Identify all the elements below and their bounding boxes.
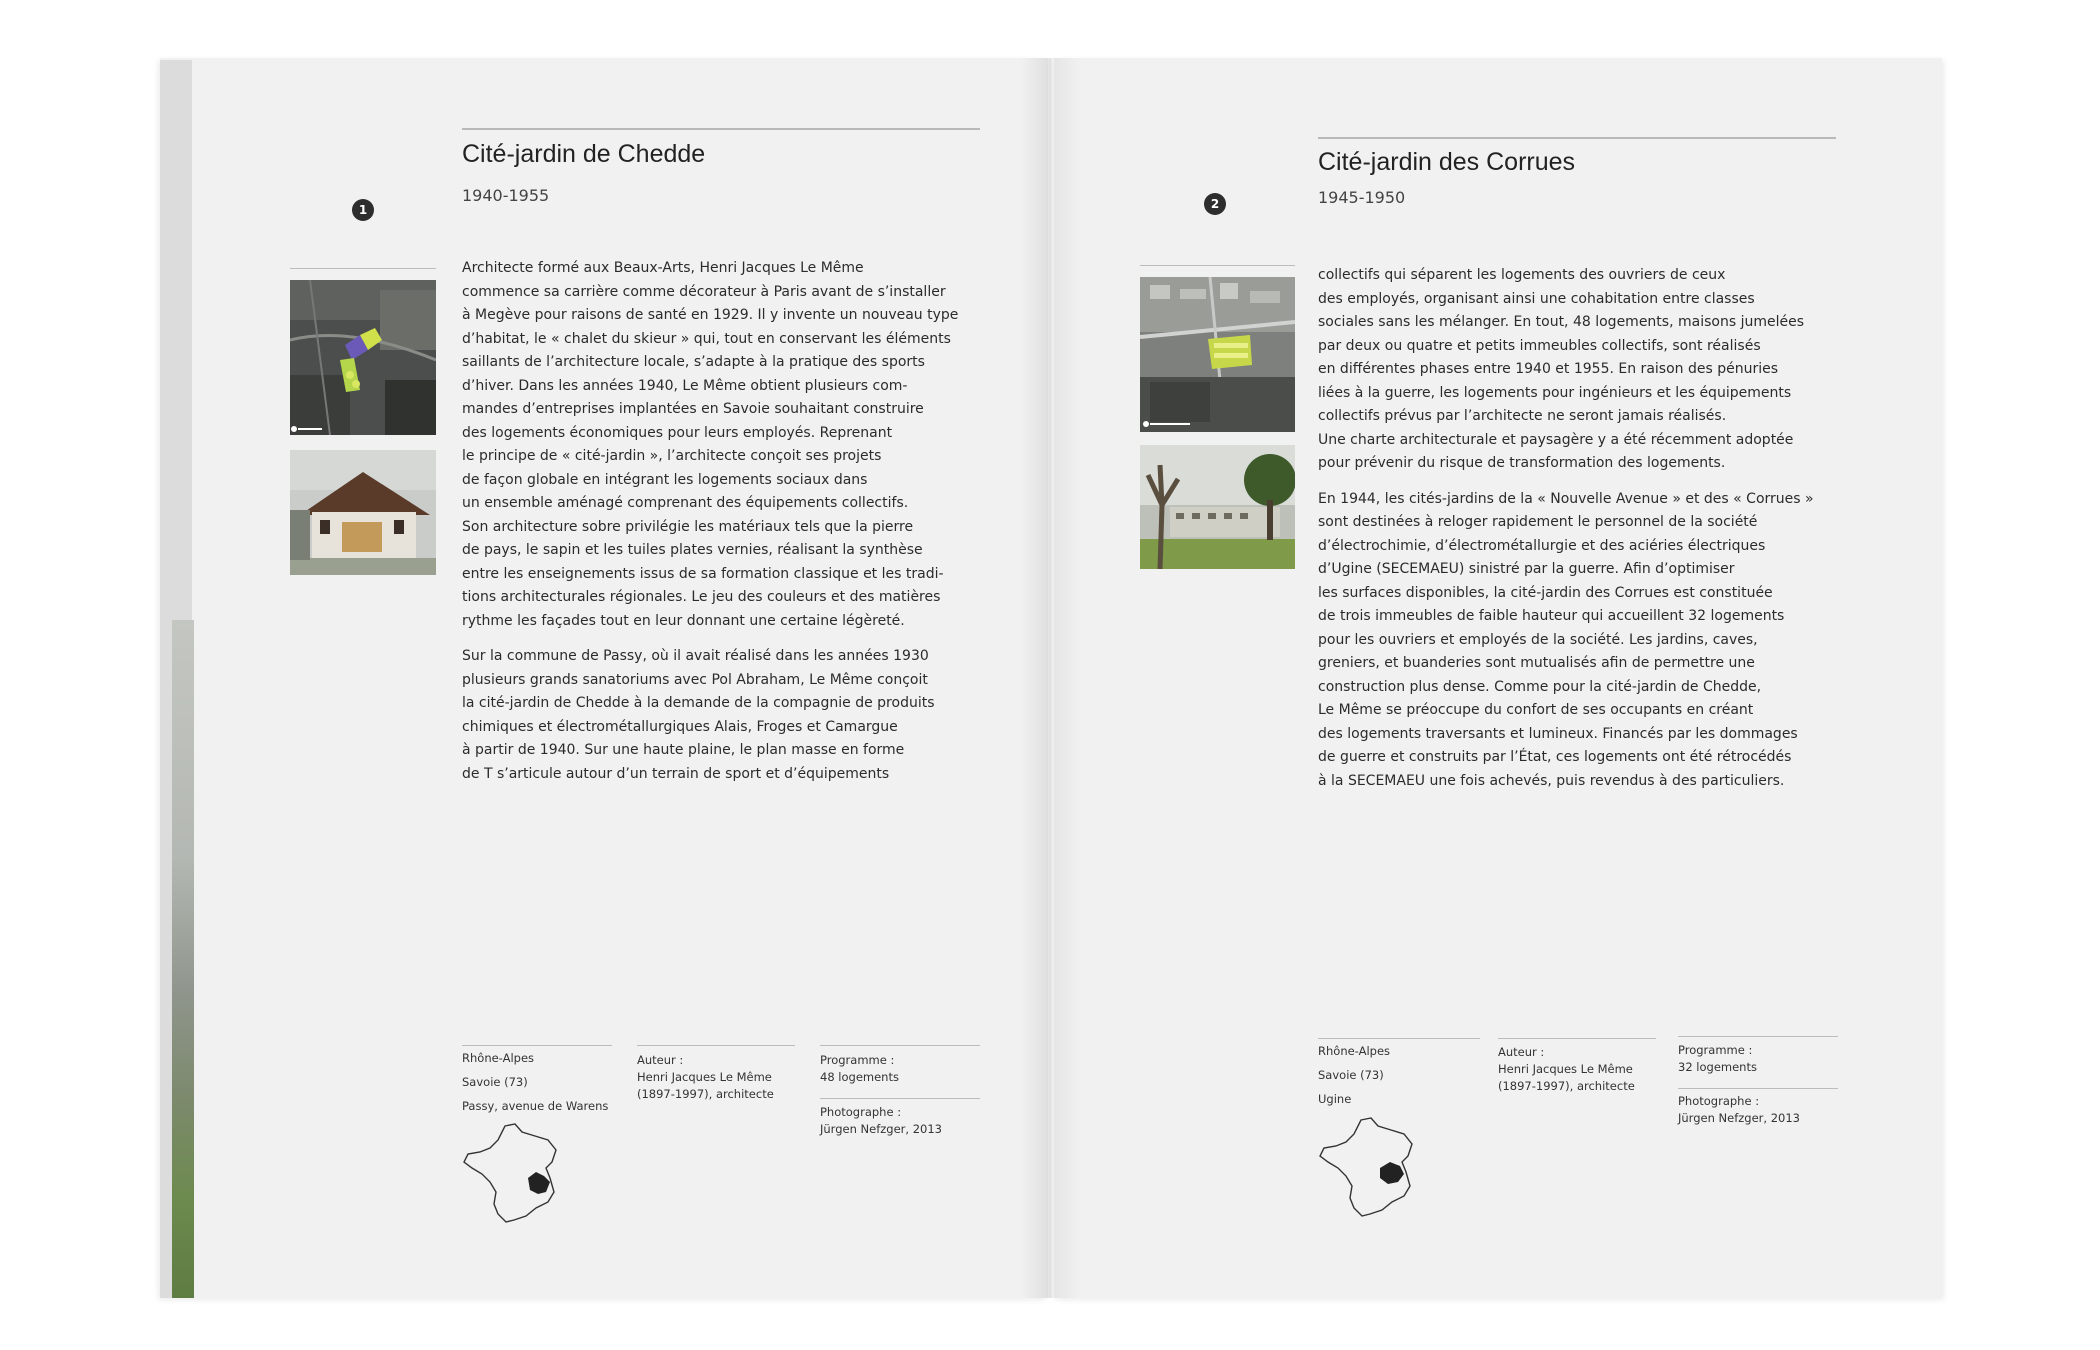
text-line: sont destinées à reloger rapidement le personnel de la société xyxy=(1318,514,1758,530)
text-line: d’habitat, le « chalet du skieur » qui, tout en conservant les éléments xyxy=(462,330,951,347)
author-name: Henri Jacques Le Même xyxy=(637,1070,772,1084)
text-line: d’électrochimie, d’électrométallurgie et des aciéries électriques xyxy=(1318,537,1766,554)
text-line: en différentes phases entre 1940 et 1955. En raison des pénuries xyxy=(1318,361,1779,377)
text-line: rythme les façades tout en leur donnant une certaine légèreté. xyxy=(462,612,905,629)
text-line: collectifs prévus par l’architecte ne seront jamais réalisés. xyxy=(1318,408,1727,424)
text-line: par deux ou quatre et petits immeubles collectifs, sont réalisés xyxy=(1318,337,1761,354)
author-label: Auteur : xyxy=(637,1053,684,1067)
text-line: Son architecture sobre privilégie les matériaux tels que la pierre xyxy=(462,518,914,535)
text-line: mandes d’entreprises implantées en Savoie souhaitant construire xyxy=(462,401,924,417)
left-body-text xyxy=(462,257,992,798)
section-title: Cité-jardin des Corrues xyxy=(1318,148,1576,176)
meta-rule xyxy=(1318,1038,1480,1039)
region: Rhône-Alpes xyxy=(1318,1044,1391,1058)
text-line: des logements économiques pour leurs employés. Reprenant xyxy=(462,424,893,441)
text-line: de façon globale en intégrant les logements sociaux dans xyxy=(462,471,868,488)
department: Savoie (73) xyxy=(462,1075,528,1089)
programme-value: 48 logements xyxy=(820,1070,899,1084)
photo-rule xyxy=(1140,265,1295,266)
text-line: Une charte architecturale et paysagère y a été récemment adoptée xyxy=(1318,431,1794,448)
france-map-icon xyxy=(460,1122,570,1227)
location-block xyxy=(1318,1043,1390,1115)
right-body-text xyxy=(1318,264,1858,805)
address: Passy, avenue de Warens xyxy=(462,1099,609,1113)
paragraph xyxy=(1318,488,1858,794)
meta-rule xyxy=(462,1045,612,1046)
text-line: plusieurs grands sanatoriums avec Pol Abraham, Le Même conçoit xyxy=(462,671,928,688)
region: Rhône-Alpes xyxy=(462,1051,535,1065)
text-line: entre les enseignements issus de sa formation classique et les tradi- xyxy=(462,565,944,582)
france-map-icon xyxy=(1316,1116,1426,1221)
text-line: commence sa carrière comme décorateur à Paris avant de s’installer xyxy=(462,283,946,300)
programme-label: Programme : xyxy=(820,1053,895,1067)
paragraph xyxy=(462,645,992,786)
aerial-photo-graphic xyxy=(290,280,436,435)
text-line: Architecte formé aux Beaux-Arts, Henri Jacques Le Même xyxy=(462,260,864,276)
meta-rule xyxy=(1678,1036,1838,1037)
text-line: chimiques et électrométallurgiques Alais, Froges et Camargue xyxy=(462,718,898,735)
aerial-photo xyxy=(1140,277,1295,432)
section-years: 1940-1955 xyxy=(462,186,550,205)
paragraph xyxy=(462,257,992,633)
programme-block xyxy=(820,1052,899,1086)
chalet-photo xyxy=(290,450,436,575)
photographer-block xyxy=(820,1104,942,1138)
meta-rule xyxy=(637,1045,795,1046)
text-line: à partir de 1940. Sur une haute plaine, le plan masse en forme xyxy=(462,742,905,758)
section-years: 1945-1950 xyxy=(1318,188,1406,207)
programme-block xyxy=(1678,1042,1757,1076)
address: Ugine xyxy=(1318,1092,1352,1106)
photographer-label: Photographe : xyxy=(1678,1094,1760,1108)
text-line: sociales sans les mélanger. En tout, 48 logements, maisons jumelées xyxy=(1318,314,1804,330)
author-dates: (1897-1997), architecte xyxy=(637,1087,774,1101)
photographer-value: Jürgen Nefzger, 2013 xyxy=(1678,1111,1800,1125)
text-line: un ensemble aménagé comprenant des équipements collectifs. xyxy=(462,495,909,511)
text-line: d’hiver. Dans les années 1940, Le Même obtient plusieurs com- xyxy=(462,377,908,394)
text-line: En 1944, les cités-jardins de la « Nouvelle Avenue » et des « Corrues » xyxy=(1318,490,1814,507)
text-line: pour les ouvriers et employés de la société. Les jardins, caves, xyxy=(1318,631,1758,648)
meta-rule xyxy=(1498,1038,1656,1039)
programme-value: 32 logements xyxy=(1678,1060,1757,1074)
text-line: greniers, et buanderies sont mutualisés afin de permettre une xyxy=(1318,655,1755,671)
text-line: le principe de « cité-jardin », l’architecte conçoit ses projets xyxy=(462,448,882,464)
text-line: de guerre et construits par l’État, ces logements ont été rétrocédés xyxy=(1318,749,1792,765)
photo-rule xyxy=(290,268,436,269)
text-line: des logements traversants et lumineux. Financés par les dommages xyxy=(1318,725,1798,742)
section-number-badge: 1 xyxy=(352,199,374,221)
programme-label: Programme : xyxy=(1678,1043,1753,1057)
text-line: liées à la guerre, les logements pour ingénieurs et les équipements xyxy=(1318,384,1792,401)
text-line: construction plus dense. Comme pour la cité-jardin de Chedde, xyxy=(1318,678,1762,695)
text-line: à la SECEMAEU une fois achevés, puis revendus à des particuliers. xyxy=(1318,772,1785,789)
building-photo xyxy=(1140,445,1295,569)
text-line: Sur la commune de Passy, où il avait réalisé dans les années 1930 xyxy=(462,648,929,664)
photographer-block xyxy=(1678,1093,1800,1127)
text-line: la cité-jardin de Chedde à la demande de la compagnie de produits xyxy=(462,695,935,711)
text-line: pour prévenir du risque de transformation des logements. xyxy=(1318,455,1726,471)
text-line: de trois immeubles de faible hauteur qui accueillent 32 logements xyxy=(1318,608,1785,624)
location-block xyxy=(462,1050,608,1122)
text-line: des employés, organisant ainsi une cohabitation entre classes xyxy=(1318,290,1755,307)
title-rule xyxy=(1318,137,1836,139)
photographer-value: Jürgen Nefzger, 2013 xyxy=(820,1122,942,1136)
paragraph xyxy=(1318,264,1858,476)
building-photo-graphic xyxy=(1140,445,1295,569)
text-line: à Megève pour raisons de santé en 1929. Il y invente un nouveau type xyxy=(462,307,959,323)
aerial-photo xyxy=(290,280,436,435)
section-title: Cité-jardin de Chedde xyxy=(462,140,706,168)
author-dates: (1897-1997), architecte xyxy=(1498,1079,1635,1093)
text-line: tions architecturales régionales. Le jeu des couleurs et des matières xyxy=(462,589,941,605)
text-line: saillants de l’architecture locale, s’adapte à la pratique des sports xyxy=(462,354,925,370)
page-edge-photo xyxy=(172,620,194,1298)
author-block xyxy=(637,1052,774,1103)
department: Savoie (73) xyxy=(1318,1068,1384,1082)
chalet-photo-graphic xyxy=(290,450,436,575)
author-name: Henri Jacques Le Même xyxy=(1498,1062,1633,1076)
text-line: les surfaces disponibles, la cité-jardin des Corrues est constituée xyxy=(1318,584,1773,601)
section-number-badge: 2 xyxy=(1204,193,1226,215)
text-line: d’Ugine (SECEMAEU) sinistré par la guerre. Afin d’optimiser xyxy=(1318,561,1735,577)
meta-rule xyxy=(820,1045,980,1046)
meta-rule xyxy=(1678,1088,1838,1089)
photographer-label: Photographe : xyxy=(820,1105,902,1119)
aerial-photo-graphic xyxy=(1140,277,1295,432)
text-line: de T s’articule autour d’un terrain de sport et d’équipements xyxy=(462,765,890,782)
author-label: Auteur : xyxy=(1498,1045,1545,1059)
author-block xyxy=(1498,1044,1635,1095)
text-line: de pays, le sapin et les tuiles plates vernies, réalisant la synthèse xyxy=(462,542,923,558)
text-line: Le Même se préoccupe du confort de ses occupants en créant xyxy=(1318,702,1754,718)
text-line: collectifs qui séparent les logements des ouvriers de ceux xyxy=(1318,267,1726,283)
meta-rule xyxy=(820,1098,980,1099)
title-rule xyxy=(462,128,980,130)
